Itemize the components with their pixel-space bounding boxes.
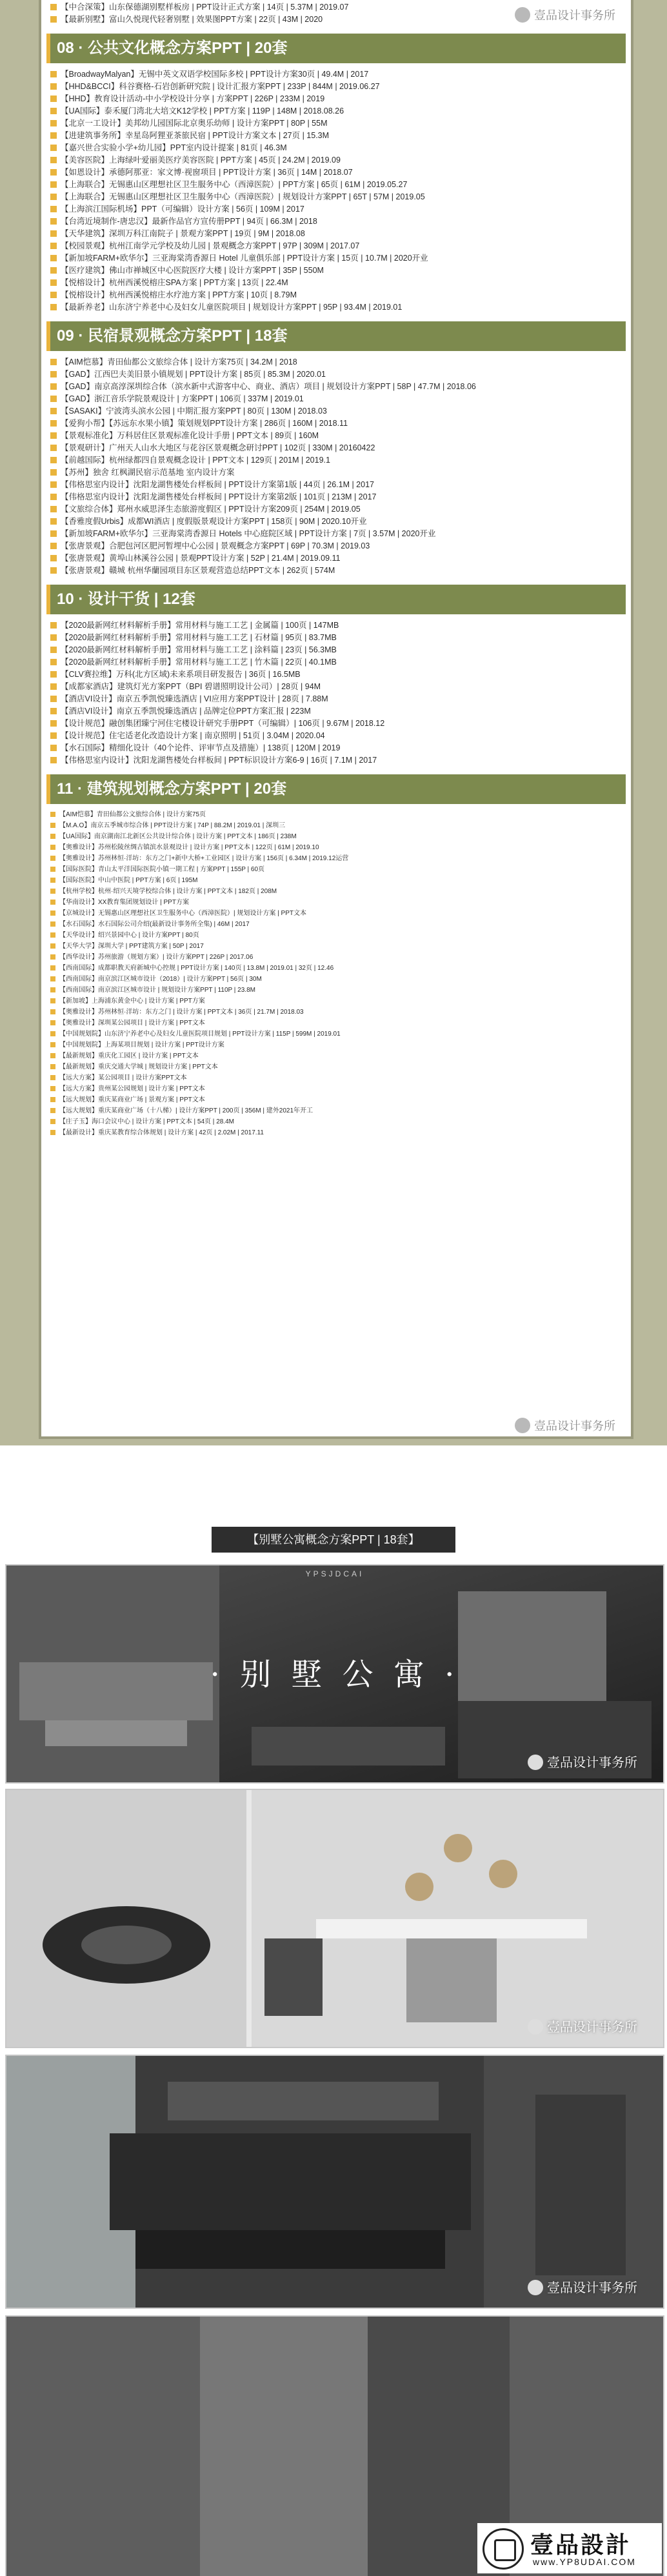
bullet-icon [50, 720, 57, 727]
hero-image [5, 1564, 664, 1784]
brand-url: www.YP8UDAI.COM [533, 2557, 636, 2567]
list-item-text: 【CLV赛拉维】万科(北方区域)未来系项目研发报告 | 36页 | 16.5MB [61, 670, 301, 679]
list-item [41, 491, 631, 503]
list-item-text: 【奥雅设计】苏州林恒·洋坊：东方之门 | 设计方案 | PPT文本 | 36页 | 21.7M | 2018.03 [59, 1009, 304, 1016]
list-item-text: 【北京一工设计】美邦幼儿园国际北京奥乐幼师 | 设计方案PPT | 80P | 55M [61, 119, 328, 128]
list-item-text: 【GAD】南京高淳深圳综合体（滨水新中式游客中心、商业、酒店）项目 | 规划设计方案PPT | 58P | 47.7M | 2018.06 [61, 382, 476, 391]
list-item [41, 393, 631, 405]
list-item [41, 81, 631, 93]
list-item-text: 【文旅综合体】郑州水威思泽生态旅游度假区 | PPT设计方案209页 | 254M | 2019.05 [61, 505, 361, 514]
bullet-icon [50, 494, 57, 500]
section-title: 10 · 设计干货 | 12套 [57, 590, 195, 608]
bullet-icon [50, 4, 57, 10]
bullet-icon [50, 371, 57, 377]
list-item-text: 【香雅度假Urbis】成都WI酒店 | 度假版景观设计方案PPT | 158页 | 90M | 2020.10开业 [61, 517, 367, 526]
list-item-text: 【西南国际】成都职教天府新城中心控规 | PPT设计方案 | 140页 | 13.8M | 2019.01 | 32页 | 12.46 [59, 965, 334, 972]
list-item [41, 730, 631, 742]
list-item-text: 【张唐景观】黄埠山林溪谷公园 | 景观PPT设计方案 | 52P | 21.4M | 2019.09.11 [61, 554, 341, 563]
list-item-text: 【医疗建筑】佛山市禅城区中心医院医疗大楼 | 设计方案PPT | 35P | 550M [61, 266, 324, 275]
list-item-text: 【国际医院】青山太平洋国际医院小镇一期工程 | 方案PPT | 155P | 60页 [59, 866, 265, 873]
list-item [41, 240, 631, 252]
list-item-text: 【悦榕设计】杭州西溪悦榕庄水疗池方案 | PPT方案 | 10页 | 8.79M [61, 290, 297, 299]
list-item-text: 【酒店VI设计】南京五季凯悦臻选酒店 | 品牌定位PPT方案汇报 | 223M [61, 707, 311, 716]
bullet-icon [50, 359, 57, 365]
bullet-icon [50, 16, 57, 23]
bullet-icon [50, 856, 55, 861]
section-title: 08 · 公共文化概念方案PPT | 20套 [57, 39, 288, 57]
list-item [41, 754, 631, 767]
list-item-text: 【水石国际】精细化设计（40个论件、评审节点及措施）| 138页 | 120M | 2019 [61, 743, 341, 752]
list-item [41, 681, 631, 693]
list-item [41, 919, 631, 930]
bullet-icon [50, 683, 57, 690]
bullet-icon [50, 745, 57, 751]
list-item [41, 644, 631, 656]
list-item-text: 【新加坡FARM+欧华尔】三亚海棠湾香源日 Hotel 儿童俱乐部 | PPT设计方案 | 15页 | 10.7M | 2020开业 [61, 254, 428, 263]
bullet-icon [50, 867, 55, 872]
list-item-text: 【奥雅设计】苏州松陵丝绸古镇滨水景观设计 | 设计方案 | PPT文本 | 122页 | 61M | 2019.10 [59, 844, 319, 851]
watermark: 壹品设计事务所 [528, 1752, 637, 1771]
bullet-icon [50, 976, 55, 981]
list-item-text: 【GAD】浙江音乐学院景观设计 | 方案PPT | 106页 | 337M | 2019.01 [61, 394, 304, 403]
bullet-icon [50, 757, 57, 763]
bullet-icon [50, 889, 55, 894]
bullet-icon [50, 622, 57, 629]
bullet-icon [50, 659, 57, 665]
bullet-icon [50, 1097, 55, 1102]
bullet-icon [50, 543, 57, 549]
bullet-icon [50, 120, 57, 126]
bullet-icon [50, 420, 57, 427]
bullet-icon [50, 169, 57, 176]
list-item-text: 【M.A.O】南京五季城市综合体 | PPT设计方案 | 74P | 88.2M | 2019.01 | 深圳三 [59, 822, 286, 829]
section-title: 11 · 建筑规划概念方案PPT | 20套 [57, 780, 287, 798]
bullet-icon [50, 506, 57, 512]
list-item [41, 718, 631, 730]
list-item-text: 【国际医院】中山中医院 | PPT方案 | 6页 | 195M [59, 877, 198, 884]
list-item [41, 154, 631, 166]
list-item [41, 908, 631, 919]
catalog-panel [39, 0, 633, 1439]
bullet-icon [50, 555, 57, 561]
bullet-icon [50, 943, 55, 949]
list-item-text: 【张唐景观】赣城 杭州华蘭园项目东区景观营造总结PPT文本 | 262页 | 574M [61, 566, 335, 575]
bullet-icon [50, 230, 57, 237]
list-item [41, 117, 631, 130]
bullet-icon [50, 279, 57, 286]
bullet-icon [50, 1042, 55, 1047]
list-item-text: 【上海联合】无锡惠山区理想社区卫生服务中心（西漳医院）| PPT方案 | 65页 | 61M | 2019.05.27 [61, 180, 408, 189]
bullet-icon [50, 267, 57, 274]
bullet-icon [50, 1075, 55, 1080]
list-item [41, 1018, 631, 1029]
catalog-sections [41, 34, 631, 1138]
hero-title: · 别 墅 公 寓 · [210, 1656, 460, 1693]
watermark: 壹品设计事务所 [528, 2017, 637, 2035]
list-item [41, 897, 631, 908]
bullet-icon [50, 96, 57, 102]
list-item [41, 1072, 631, 1083]
list-item-text: 【如恩设计】承德阿那亚：家文博·视窗项目 | PPT设计方案 | 36页 | 14M | 2018.07 [61, 168, 353, 177]
list-item [41, 974, 631, 985]
list-item-text: 【进建筑事务所】幸星岛阿狸亚茶旅民宿 | PPT设计方案文本 | 27页 | 15.3M [61, 131, 330, 140]
list-item-text: 【上海滨江国际机场】PPT（可编辑）设计方案 | 56页 | 109M | 2017 [61, 205, 304, 214]
bullet-icon [50, 243, 57, 249]
section-header [46, 585, 626, 614]
bullet-icon [50, 708, 57, 714]
list-item [41, 693, 631, 705]
list-item [41, 381, 631, 393]
list-item [41, 853, 631, 864]
list-item [41, 820, 631, 831]
list-item-text: 【最新规划】重庆交通大学城 | 规划设计方案 | PPT文本 [59, 1063, 218, 1071]
list-item-text: 【伟格思室内设计】沈阳龙湖售楼处台样板间 | PPT标识设计方案6-9 | 16页 | 7.1M | 2017 [61, 756, 377, 765]
list-item-text: 【奥雅设计】深圳某公园项目 | 设计方案 | PPT文本 [59, 1020, 205, 1027]
header-accent [46, 34, 50, 63]
list-item-text: 【UA国际】泰禾厦门湾北大培文K12学校 | PPT方案 | 119P | 148M | 2018.08.26 [61, 106, 344, 116]
list-item [41, 454, 631, 467]
list-item-text: 【SASAKI】宁波湾头滨水公园 | 中期汇报方案PPT | 80页 | 130M | 2018.03 [61, 407, 327, 416]
bullet-icon [50, 108, 57, 114]
bullet-icon [50, 998, 55, 1003]
watermark: 壹品设计事务所 [515, 1417, 615, 1434]
list-item [41, 356, 631, 368]
list-item [41, 516, 631, 528]
bullet-icon [50, 1053, 55, 1058]
list-item-text: 【GAD】江西巴夫美旧景小镇规划 | PPT设计方案 | 85页 | 85.3M | 2020.01 [61, 370, 326, 379]
section-header [46, 774, 626, 804]
list-item-text: 【天华建筑】深圳万科江南院子 | 景观方案PPT | 19页 | 9M | 2018.08 [61, 229, 305, 238]
list-item [41, 368, 631, 381]
list-item [41, 93, 631, 105]
list-item-text: 【UA国际】南京湖南江北新区公共设计综合体 | 设计方案 | PPT文本 | 186页 | 238M [59, 833, 297, 840]
list-item [41, 831, 631, 842]
list-item-text: 【酒店VI设计】南京五季凯悦臻选酒店 | VI应用方案PPT设计 | 28页 | 7.88M [61, 694, 328, 703]
header-accent [46, 321, 50, 351]
bullet-icon [50, 481, 57, 488]
wechat-icon [528, 2019, 543, 2035]
list-item [41, 941, 631, 952]
list-item [41, 996, 631, 1007]
list-item-text: 【京城设计】无锡惠山区理想社区卫生服务中心（西漳医院）| 规划设计方案 | PPT文本 [59, 910, 306, 917]
list-item-text: 【嘉兴世合实验小学+幼儿园】PPT室内设计提案 | 81页 | 46.3M [61, 143, 287, 152]
list-item [41, 216, 631, 228]
list-item-text: 【天华大学】深圳大学 | PPT建筑方案 | 50P | 2017 [59, 943, 204, 950]
bullet-icon [50, 304, 57, 310]
list-item-text: 【远大规划】重庆某商业广场（十八梯）| 设计方案PPT | 200页 | 356M | 建外2021年开工 [59, 1107, 314, 1114]
list-item-text: 【远大方案】某公园项目 | 设计方案PPT文本 [59, 1074, 187, 1082]
list-item [41, 864, 631, 875]
wechat-icon [528, 1755, 543, 1770]
bullet-icon [50, 83, 57, 90]
bullet-icon [50, 987, 55, 992]
list-item [41, 1051, 631, 1062]
list-item-text: 【台湾近境制作-唐忠汉】最新作品官方宣传册PPT | 94页 | 66.3M | 2018 [61, 217, 317, 226]
list-item [41, 479, 631, 491]
list-item-text: 【中国规划院】山东济宁养老中心及妇女儿童医院项目规划 | PPT设计方案 | 115P | 599M | 2019.01 [59, 1031, 341, 1038]
bullet-icon [50, 1130, 55, 1135]
bullet-icon [50, 469, 57, 476]
list-item-text: 【远大规划】重庆某商业广场 | 景观方案 | PPT文本 [59, 1096, 205, 1103]
list-item [41, 265, 631, 277]
list-item [41, 179, 631, 191]
bullet-icon [50, 145, 57, 151]
bullet-icon [50, 132, 57, 139]
list-item-text: 【景观标准化】万科居住区景观标准化设计手册 | PPT文本 | 89页 | 160M [61, 431, 319, 440]
list-item [41, 289, 631, 301]
list-item-text: 【成都家酒店】建筑灯光方案PPT（BPI 碧谱照明设计公司）| 28页 | 94M [61, 682, 321, 691]
list-item-text: 【张唐景观】合肥包河区肥河暂埋中心公园 | 景观概念方案PPT | 69P | 70.3M | 2019.03 [61, 541, 370, 550]
list-item [41, 619, 631, 632]
list-item [41, 632, 631, 644]
bullet-icon [50, 1009, 55, 1014]
list-item-text: 【中国规划院】上海某项目规划 | 设计方案 | PPT设计方案 [59, 1041, 224, 1049]
list-item-text: 【AIM恺慕】青田仙都公文旅综合体 | 设计方案75页 [59, 811, 206, 818]
bullet-icon [50, 1064, 55, 1069]
bullet-icon [50, 567, 57, 574]
bullet-icon [50, 194, 57, 200]
list-item [41, 809, 631, 820]
bullet-icon [50, 1108, 55, 1113]
list-item [41, 528, 631, 540]
list-item-text: 【前越国际】杭州绿都四自景观概念设计 | PPT文本 | 129页 | 201M | 2019.1 [61, 456, 330, 465]
bullet-icon [50, 911, 55, 916]
list-item [41, 68, 631, 81]
list-item-text: 【杭州学校】杭州·绍兴天境学校综合体 | 设计方案 | PPT文本 | 182页 | 208M [59, 888, 277, 895]
list-item [41, 669, 631, 681]
list-item [41, 442, 631, 454]
bullet-icon [50, 218, 57, 225]
bullet-icon [50, 71, 57, 77]
list-item [41, 875, 631, 886]
list-item [41, 565, 631, 577]
list-item-text: 【2020最新网红材料解析手册】常用材料与施工工艺 | 涂料篇 | 23页 | 56.3MB [61, 645, 337, 654]
list-item: 【中合深策】山东保德湖别墅样板房 | PPT设计正式方案 | 14页 | 5.37M | 2019.07 [41, 1, 631, 14]
list-item [41, 142, 631, 154]
dining-images [5, 1789, 664, 2048]
bullet-icon [50, 383, 57, 390]
list-item [41, 952, 631, 963]
footer-logo [477, 2523, 662, 2573]
list-item-text: 【奥雅设计】苏州林恒·洋坊：东方之门+新中大桥+工业园区 | 设计方案 | 156页 | 6.34M | 2019.12运营 [59, 855, 349, 862]
list-item [41, 886, 631, 897]
list-item [41, 418, 631, 430]
list-item [41, 1040, 631, 1051]
list-item [41, 1029, 631, 1040]
bullet-icon [50, 157, 57, 163]
list-item [41, 963, 631, 974]
bullet-icon [50, 396, 57, 402]
section-title-banner: 【别墅公寓概念方案PPT | 18套】 [212, 1527, 455, 1553]
section-header [46, 321, 626, 351]
bullet-icon [50, 432, 57, 439]
list-item [41, 405, 631, 418]
list-item [41, 656, 631, 669]
bullet-icon [50, 206, 57, 212]
dining-photo [6, 1790, 663, 2047]
list-item [41, 1062, 631, 1072]
list-item [41, 252, 631, 265]
list-item [41, 1094, 631, 1105]
list-item [41, 742, 631, 754]
list-item [41, 1007, 631, 1018]
bullet-icon [50, 1031, 55, 1036]
list-item-text: 【最新设计】重庆某教育综合体规划 | 设计方案 | 42页 | 2.02M | 2017.11 [59, 1129, 264, 1136]
list-item [41, 1105, 631, 1116]
wechat-icon [515, 7, 530, 23]
bullet-icon [50, 671, 57, 678]
list-item-text: 【悦榕设计】杭州西溪悦榕庄SPA方案 | PPT方案 | 13页 | 22.4M [61, 278, 288, 287]
list-item-text: 【上海联合】无锡惠山区理想社区卫生服务中心（西漳医院）| 规划设计方案PPT | 65T | 57M | 2019.05 [61, 192, 425, 201]
list-item [41, 130, 631, 142]
bullet-icon [50, 457, 57, 463]
list-item-text: 【水石国际】水石国际公司介绍(最新设计事务所全集) | 46M | 2017 [59, 921, 250, 928]
list-item-text: 【景观研计】广州天人山水大地区与花谷区景观概念研讨PPT | 102页 | 330M | 20160422 [61, 443, 375, 452]
section-header [46, 34, 626, 63]
bullet-icon [50, 292, 57, 298]
bullet-icon [50, 696, 57, 702]
bullet-icon [50, 965, 55, 971]
list-item-text: 【最新养老】山东济宁养老中心及妇女儿童医院项目 | 规划设计方案PPT | 95P | 93.4M | 2019.01 [61, 303, 403, 312]
list-item-text: 【爱狗小帮】【苏远东水果小镇】策划规划PPT设计方案 | 286页 | 160M | 2018.11 [61, 419, 348, 428]
section-title: 09 · 民宿景观概念方案PPT | 18套 [57, 327, 288, 345]
list-item [41, 540, 631, 552]
list-item [41, 552, 631, 565]
bullet-icon [50, 647, 57, 653]
header-accent [46, 585, 50, 614]
list-item [41, 228, 631, 240]
watermark: 壹品设计事务所 [515, 6, 615, 23]
bullet-icon [50, 255, 57, 261]
bullet-icon [50, 408, 57, 414]
list-item-text: 【新加坡FARM+欧华尔】三亚海棠湾香源日 Hotels 中心庭院区域 | PPT设计方案 | 7页 | 3.57M | 2020开业 [61, 529, 436, 538]
list-item [41, 166, 631, 179]
list-item-text: 【华南设计】XX教育集团规划设计 | PPT方案 [59, 899, 189, 906]
kitchen-photo [6, 2056, 663, 2308]
list-item-text: 【设计规范】融创集团臻宁河住宅楼设计研究手册PPT（可编辑）| 106页 | 9.67M | 2018.12 [61, 719, 385, 728]
list-item-text: 【天华设计】绍兴景园中心 | 设计方案PPT | 80页 [59, 932, 199, 939]
list-item [41, 1127, 631, 1138]
list-item-text: 【伟格思室内设计】沈阳龙湖售楼处台样板间 | PPT设计方案第2版 | 101页 | 213M | 2017 [61, 492, 377, 501]
list-item-text: 【HHD】教育设计活动-中小学校设计分享 | 方案PPT | 226P | 233M | 2019 [61, 94, 325, 103]
bullet-icon [50, 634, 57, 641]
list-item [41, 1083, 631, 1094]
list-item-text: 【2020最新网红材料解析手册】常用材料与施工工艺 | 金属篇 | 100页 | 147MB [61, 621, 339, 630]
list-item-text: 【2020最新网红材料解析手册】常用材料与施工工艺 | 竹木篇 | 22页 | 40.1MB [61, 658, 337, 667]
bullet-icon [50, 1086, 55, 1091]
hero-brand: YPSJDCAI [305, 1569, 364, 1578]
list-item-text: 【西南国际】南京滨江区城市设计 | 规划设计方案PPT | 110P | 23.8M [59, 987, 255, 994]
list-item [41, 430, 631, 442]
header-accent [46, 774, 50, 804]
bullet-icon [50, 812, 55, 817]
bullet-icon [50, 518, 57, 525]
wechat-icon [528, 2280, 543, 2295]
list-item-text: 【校园景观】杭州江南学元学校及幼儿园 | 景观概念方案PPT | 97P | 309M | 2017.07 [61, 241, 360, 250]
list-item-text: 【远大方案】贵州某公园规划 | 设计方案 | PPT文本 [59, 1085, 205, 1092]
list-item-text: 【AIM恺慕】青田仙都公文旅综合体 | 设计方案75页 | 34.2M | 2018 [61, 357, 297, 367]
bullet-icon [50, 445, 57, 451]
list-item-text: 【新加坡】上海浦东黄金中心 | 设计方案 | PPT方案 [59, 998, 205, 1005]
list-item-text: 【2020最新网红材料解析手册】常用材料与施工工艺 | 石材篇 | 95页 | 83.7MB [61, 633, 337, 642]
watermark: 壹品设计事务所 [528, 2277, 637, 2296]
list-item-text: 【西南国际】南京滨江区城市设计（2018）| 设计方案PPT | 56页 | 30M [59, 976, 262, 983]
list-item [41, 467, 631, 479]
list-item-text: 【BroadwayMalyan】无锡中英文双语学校国际多校 | PPT设计方案30页 | 49.4M | 2017 [61, 70, 369, 79]
bullet-icon [50, 954, 55, 960]
bullet-icon [50, 845, 55, 850]
list-item [41, 203, 631, 216]
wechat-icon [515, 1418, 530, 1433]
brand-name: 壹品設計 [530, 2531, 632, 2558]
list-item [41, 503, 631, 516]
list-item-text: 【伟格思室内设计】沈阳龙湖售楼处台样板间 | PPT设计方案第1版 | 44页 | 26.1M | 2017 [61, 480, 374, 489]
list-item [41, 1116, 631, 1127]
list-item-text: 【苏州】独舍 红枫湖民宿示范基地 室内设计方案 [61, 468, 235, 477]
bullet-icon [50, 181, 57, 188]
list-item [41, 301, 631, 314]
list-item [41, 985, 631, 996]
list-item-text: 【HHD&BCCI】科谷赛格-石岩创新研究院 | 设计汇报方案PPT | 233P | 844M | 2019.06.27 [61, 82, 380, 91]
bullet-icon [50, 921, 55, 927]
list-item-text: 【庄子玉】海口会议中心 | 设计方案 | PPT文本 | 54页 | 28.4M [59, 1118, 234, 1125]
bullet-icon [50, 900, 55, 905]
kitchen-image [5, 2055, 664, 2309]
list-item [41, 105, 631, 117]
list-item: 【最新别墅】富山久悦现代轻奢别墅 | 效果图PPT方案 | 22页 | 43M | 2020 [41, 14, 631, 26]
list-item-text: 【美容医院】上海绿叶爱丽美医疗美容医院 | PPT方案 | 45页 | 24.2M | 2019.09 [61, 156, 341, 165]
bullet-icon [50, 932, 55, 938]
bullet-icon [50, 732, 57, 739]
bullet-icon [50, 834, 55, 839]
list-item [41, 842, 631, 853]
list-item [41, 705, 631, 718]
list-item-text: 【西华设计】苏州旅游（规划方案）| 设计方案PPT | 226P | 2017.06 [59, 954, 254, 961]
brand-mark-icon [483, 2528, 524, 2570]
bullet-icon [50, 1119, 55, 1124]
list-item [41, 277, 631, 289]
list-item-text: 【设计规范】住宅适老化改造设计方案 | 南京照明 | 51页 | 3.04M | 2020.04 [61, 731, 325, 740]
list-item [41, 191, 631, 203]
bullet-icon [50, 530, 57, 537]
bullet-icon [50, 878, 55, 883]
list-item-text: 【最新规划】重庆化工园区 | 设计方案 | PPT文本 [59, 1052, 199, 1060]
list-item [41, 930, 631, 941]
bullet-icon [50, 823, 55, 828]
bullet-icon [50, 1020, 55, 1025]
